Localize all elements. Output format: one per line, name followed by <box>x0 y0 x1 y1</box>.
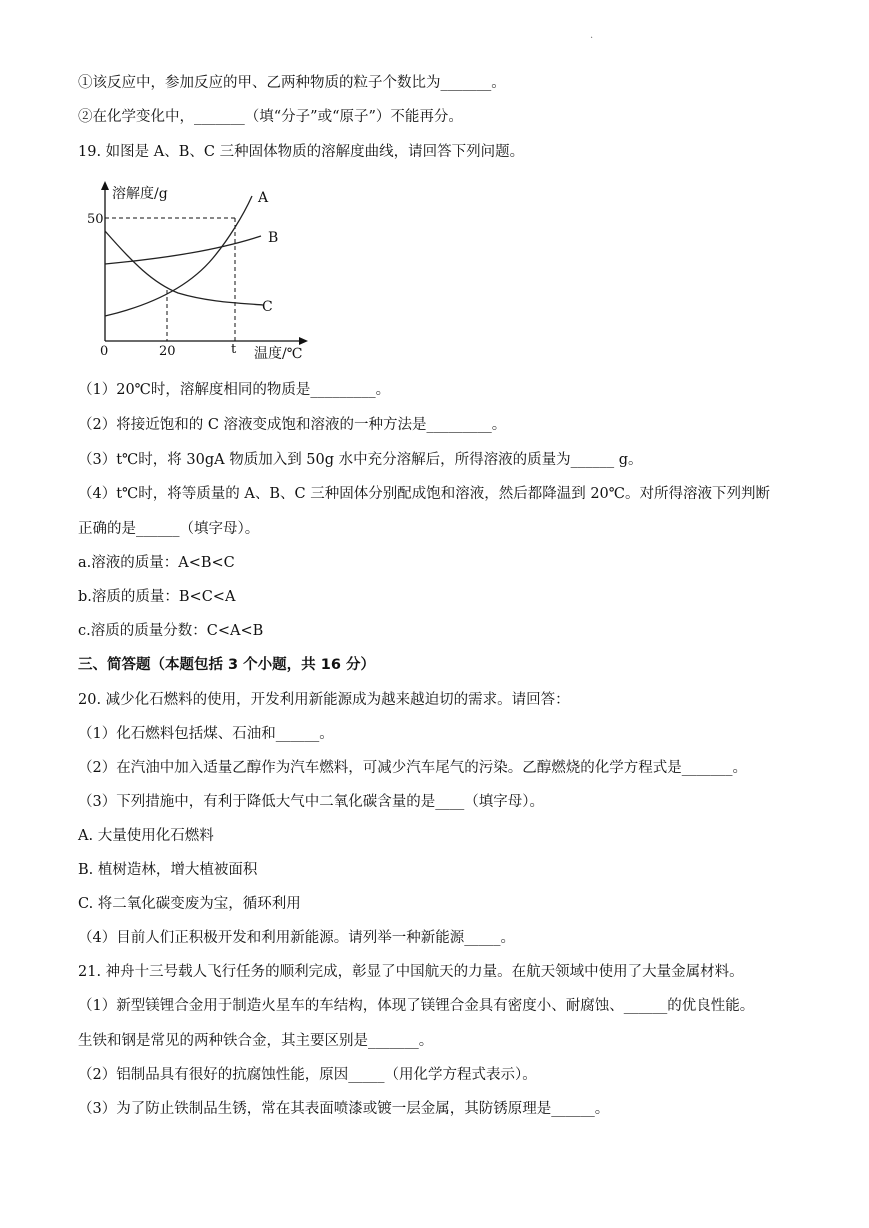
q21-sub-1: （1）新型镁锂合金用于制造火星车的车结构，体现了镁锂合金具有密度小、耐腐蚀、______的优良性能。 <box>78 998 755 1014</box>
q19-sub-4-cont: 正确的是______（填字母）。 <box>78 521 260 537</box>
q19-option-a: a.溶液的质量：A<B<C <box>78 555 235 571</box>
x-tick-t: t <box>231 342 237 357</box>
y-axis-label: 溶解度/g <box>112 186 168 202</box>
q19-option-b: b.溶质的质量：B<C<A <box>78 589 236 605</box>
q19-sub-3: （3）t℃时，将 30gA 物质加入到 50g 水中充分溶解后，所得溶液的质量为______ g。 <box>78 452 643 468</box>
q20-sub-2: （2）在汽油中加入适量乙醇作为汽车燃料，可减少汽车尾气的污染。乙醇燃烧的化学方程式是_______。 <box>78 760 747 776</box>
q19-option-c: c.溶质的质量分数：C<A<B <box>78 623 264 639</box>
series-A-label: A <box>258 190 269 206</box>
solubility-chart <box>78 178 318 368</box>
q20-stem: 20. 减少化石燃料的使用，开发利用新能源成为越来越迫切的需求。请回答： <box>78 692 570 708</box>
series-B-curve <box>105 236 261 264</box>
x-axis-arrow <box>299 337 308 345</box>
x-tick-20: 20 <box>159 344 176 359</box>
q20-option-c: C. 将二氧化碳变废为宝，循环利用 <box>78 896 301 912</box>
q20-sub-3: （3）下列措施中，有利于降低大气中二氧化碳含量的是____（填字母）。 <box>78 794 544 810</box>
section-heading: 三、简答题（本题包括 3 个小题，共 16 分） <box>78 657 375 673</box>
q19-sub-2: （2）将接近饱和的 C 溶液变成饱和溶液的一种方法是_________。 <box>78 417 507 433</box>
y-tick-50: 50 <box>87 212 104 227</box>
x-axis-label: 温度/℃ <box>254 346 303 362</box>
q20-sub-1: （1）化石燃料包括煤、石油和______。 <box>78 726 334 742</box>
q18-line-2: ②在化学变化中，_______（填“分子”或“原子”）不能再分。 <box>78 109 463 125</box>
q19-sub-1: （1）20℃时，溶解度相同的物质是_________。 <box>78 382 391 398</box>
q19-stem: 19. 如图是 A、B、C 三种固体物质的溶解度曲线，请回答下列问题。 <box>78 144 525 160</box>
q18-line-1: ①该反应中，参加反应的甲、乙两种物质的粒子个数比为_______。 <box>78 75 506 91</box>
q21-sub-1-cont: 生铁和钢是常见的两种铁合金，其主要区别是_______。 <box>78 1033 434 1049</box>
q21-sub-2: （2）铝制品具有很好的抗腐蚀性能，原因_____（用化学方程式表示）。 <box>78 1067 537 1083</box>
series-C-label: C <box>262 299 273 315</box>
q20-sub-4: （4）目前人们正积极开发和利用新能源。请列举一种新能源_____。 <box>78 930 515 946</box>
y-axis-arrow <box>101 181 109 190</box>
q21-stem: 21. 神舟十三号载人飞行任务的顺利完成，彰显了中国航天的力量。在航天领域中使用了大量金属材料。 <box>78 964 744 980</box>
q20-option-b: B. 植树造林，增大植被面积 <box>78 862 258 878</box>
q21-sub-3: （3）为了防止铁制品生锈，常在其表面喷漆或镀一层金属，其防锈原理是______。 <box>78 1101 610 1117</box>
header-mark: . <box>590 30 594 41</box>
series-B-label: B <box>268 230 279 246</box>
q20-option-a: A. 大量使用化石燃料 <box>78 828 214 844</box>
q19-sub-4: （4）t℃时，将等质量的 A、B、C 三种固体分别配成饱和溶液，然后都降温到 20℃。对所得溶液下列判断 <box>78 486 770 502</box>
x-tick-0: 0 <box>100 344 109 359</box>
